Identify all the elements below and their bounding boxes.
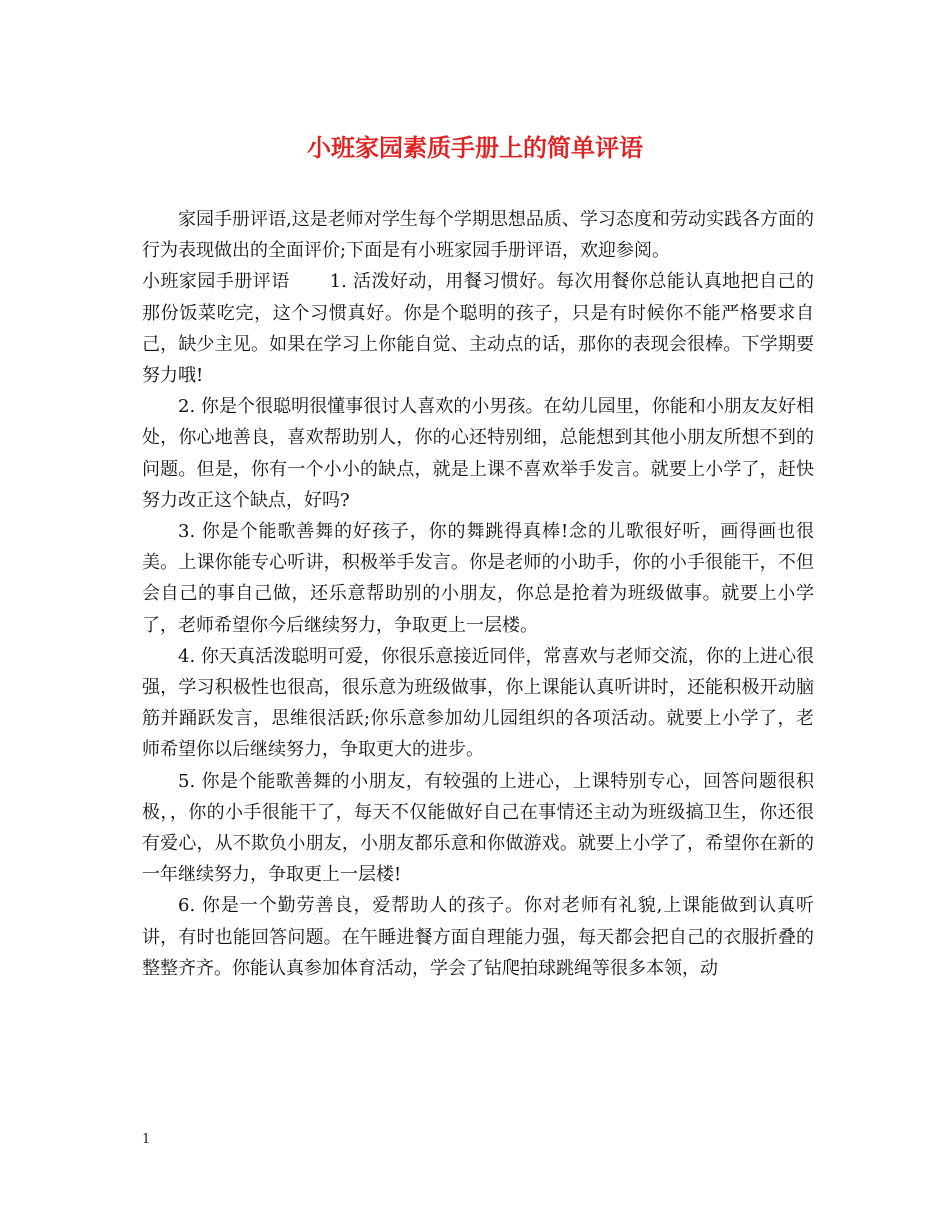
paragraph-item-5: 5. 你是个能歌善舞的小朋友，有较强的上进心，上课特别专心，回答问题很积极，，你的小手很能干了，每天不仅能做好自己在事情还主动为班级搞卫生，你还很有爱心，从不欺负小朋友，小朋友都乐意和你做游戏。就要上小学了，希望你在新的一年继续努力，争取更上一层楼! [142, 770, 814, 886]
document-title: 小班家园素质手册上的简单评语 [307, 133, 643, 162]
paragraph-item-2: 2. 你是个很聪明很懂事很讨人喜欢的小男孩。在幼儿园里，你能和小朋友友好相处，你心地善良，喜欢帮助别人，你的心还特别细，总能想到其他小朋友所想不到的问题。但是，你有一个小小的缺点，就是上课不喜欢举手发言。就要上小学了，赶快努力改正这个缺点，好吗? [142, 396, 814, 511]
paragraph-item-6: 6. 你是一个勤劳善良，爱帮助人的孩子。你对老师有礼貌,上课能做到认真听讲，有时也能回答问题。在午睡进餐方面自理能力强，每天都会把自己的衣服折叠的整整齐齐。你能认真参加体育活动，学会了钻爬拍球跳绳等很多本领，动 [142, 895, 814, 979]
paragraph-item-1 [142, 266, 814, 391]
page-number: 1 [142, 1132, 151, 1147]
intro-paragraph: 家园手册评语,这是老师对学生每个学期思想品质、学习态度和劳动实践各方面的行为表现做出的全面评价;下面是有小班家园手册评语，欢迎参阅。 [142, 209, 814, 262]
document-body [142, 204, 814, 984]
paragraph-item-4: 4. 你天真活泼聪明可爱，你很乐意接近同伴，常喜欢与老师交流，你的上进心很强，学习积极性也很高，很乐意为班级做事，你上课能认真听讲时，还能积极开动脑筋并踊跃发言，思维很活跃;你乐意参加幼儿园组织的各项活动。就要上小学了，老师希望你以后继续努力，争取更大的进步。 [142, 645, 814, 761]
item-1-text: 1. 活泼好动，用餐习惯好。每次用餐你总能认真地把自己的那份饭菜吃完，这个习惯真好。你是个聪明的孩子，只是有时候你不能严格要求自己，缺少主见。如果在学习上你能自觉、主动点的话，那你的表现会很棒。下学期要努力哦! [142, 271, 814, 387]
section-label: 小班家园手册评语 [142, 271, 290, 293]
paragraph-item-3: 3. 你是个能歌善舞的好孩子，你的舞跳得真棒!念的儿歌很好听，画得画也很美。上课你能专心听讲，积极举手发言。你是老师的小助手，你的小手很能干，不但会自己的事自己做，还乐意帮助别的小朋友，你总是抢着为班级做事。就要上小学了，老师希望你今后继续努力，争取更上一层楼。 [142, 521, 814, 636]
